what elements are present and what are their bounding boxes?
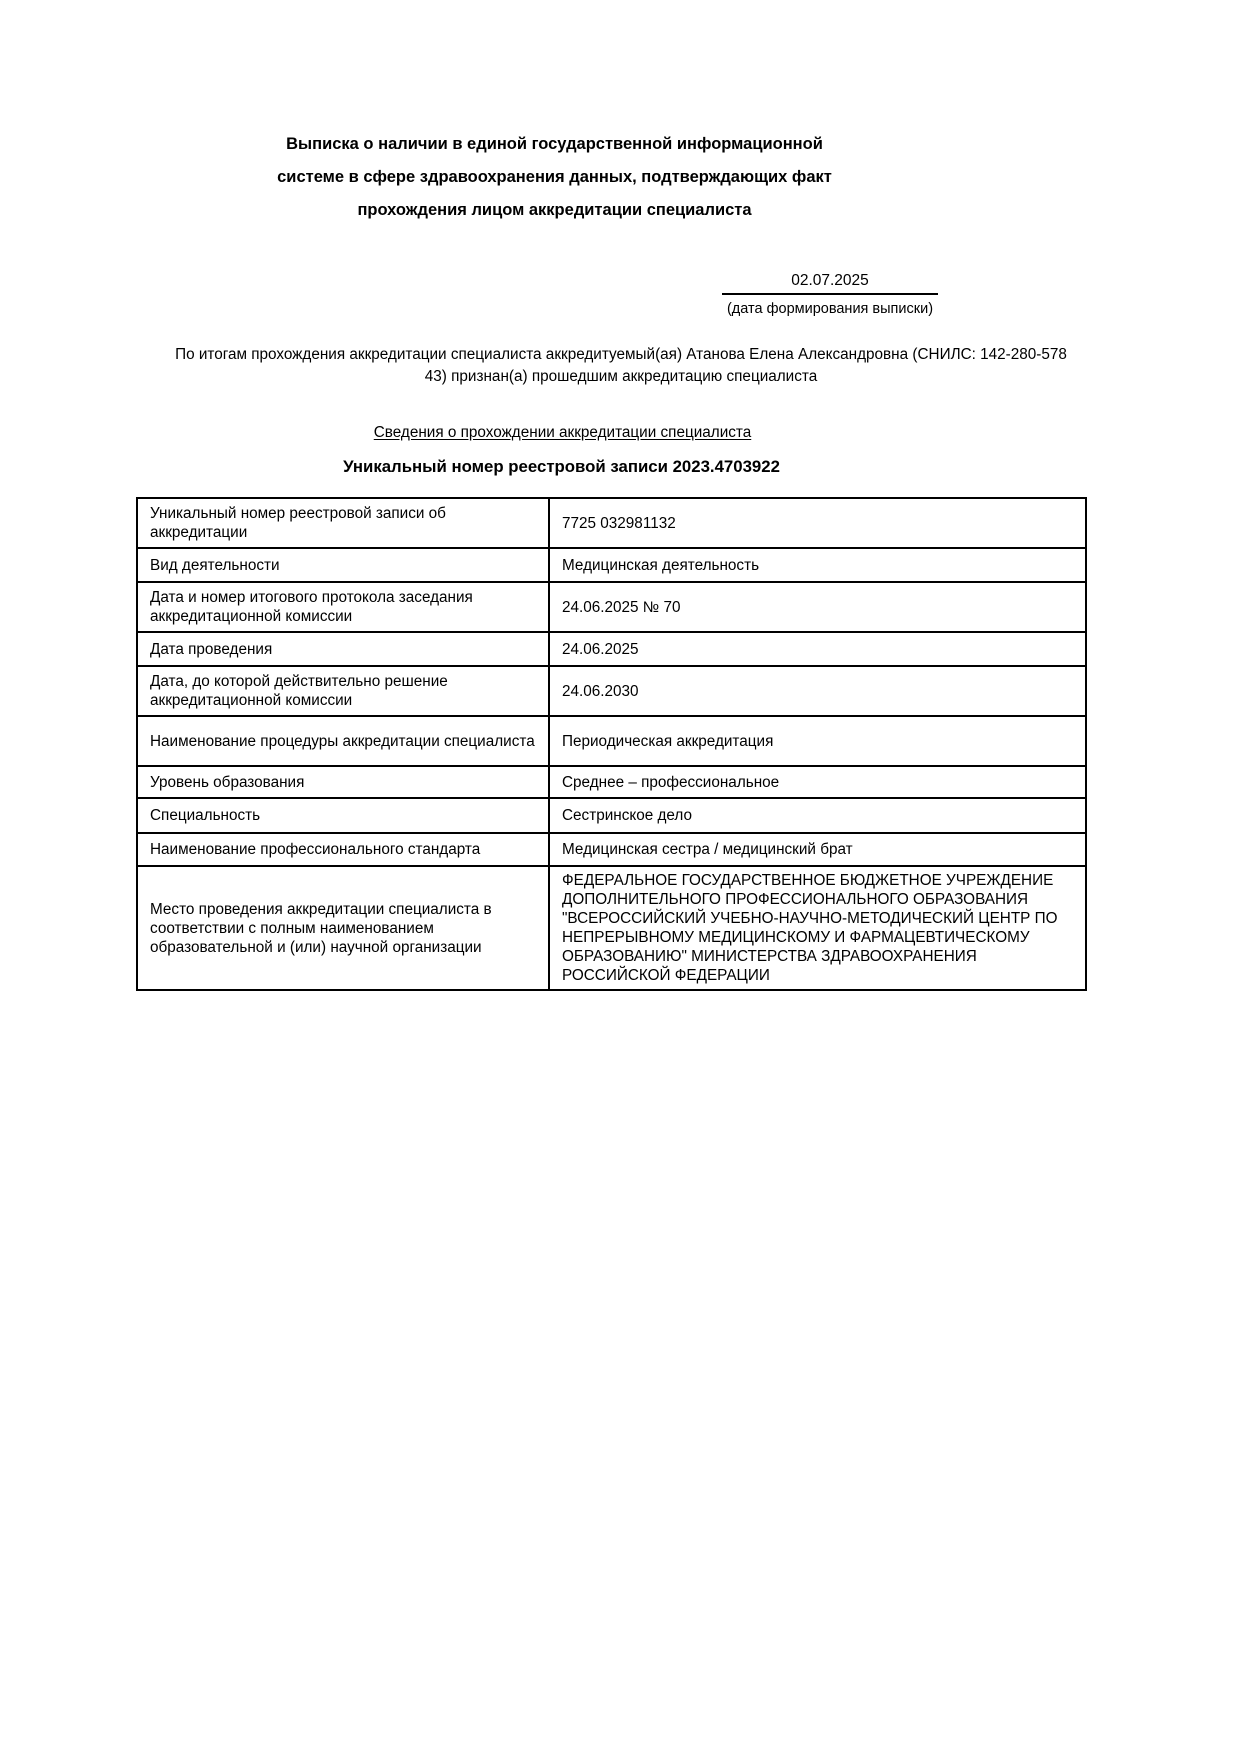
row-value-cell: Медицинская деятельность — [549, 548, 1086, 582]
table-row — [137, 548, 1086, 582]
row-value-cell: 24.06.2025 — [549, 632, 1086, 666]
section-heading — [136, 424, 1085, 442]
row-value-cell: Медицинская сестра / медицинский брат — [549, 833, 1086, 866]
extract-date: 02.07.2025 — [722, 272, 938, 295]
row-label-cell: Уникальный номер реестровой записи об аккредитации — [137, 498, 549, 548]
registry-record-heading: Уникальный номер реестровой записи 2023.4703922 — [343, 457, 780, 476]
row-label-cell: Наименование процедуры аккредитации специалиста — [137, 716, 549, 766]
table-row — [137, 866, 1086, 990]
table-row — [137, 582, 1086, 632]
title-line-1: Выписка о наличии в единой государственной информационной — [286, 135, 823, 153]
row-label-cell: Уровень образования — [137, 766, 549, 798]
intro-paragraph — [125, 344, 1117, 388]
title-line-3: прохождения лицом аккредитации специалиста — [357, 201, 752, 219]
row-label-cell: Специальность — [137, 798, 549, 833]
row-value-cell: ФЕДЕРАЛЬНОЕ ГОСУДАРСТВЕННОЕ БЮДЖЕТНОЕ УЧРЕЖДЕНИЕ ДОПОЛНИТЕЛЬНОГО ПРОФЕССИОНАЛЬНОГО ОБРАЗОВАНИЯ "ВСЕРОССИЙСКИЙ УЧЕБНО-НАУЧНО-МЕТОДИЧЕСКИЙ ЦЕНТР ПО НЕПРЕРЫВНОМУ МЕДИЦИНСКОМУ И ФАРМАЦЕВТИЧЕСКОМУ ОБРАЗОВАНИЮ" МИНИСТЕРСТВА ЗДРАВООХРАНЕНИЯ РОССИЙСКОЙ ФЕДЕРАЦИИ — [549, 866, 1086, 990]
row-label-cell: Место проведения аккредитации специалиста в соответствии с полным наименованием образовательной и (или) научной организации — [137, 866, 549, 990]
row-value-cell: Среднее – профессиональное — [549, 766, 1086, 798]
table-row — [137, 766, 1086, 798]
row-label-cell: Дата проведения — [137, 632, 549, 666]
table-row — [137, 632, 1086, 666]
table-row — [137, 666, 1086, 716]
section-heading-text: Сведения о прохождении аккредитации специалиста — [373, 424, 752, 441]
row-label-cell: Вид деятельности — [137, 548, 549, 582]
row-value-cell: 24.06.2030 — [549, 666, 1086, 716]
intro-line-1: По итогам прохождения аккредитации специалиста аккредитуемый(ая) Атанова Елена Александровна (СНИЛС: 142-280-578 — [175, 346, 1067, 363]
row-value-cell: Периодическая аккредитация — [549, 716, 1086, 766]
table-row — [137, 833, 1086, 866]
accreditation-details-table — [136, 497, 1087, 991]
row-value-cell: 7725 032981132 — [549, 498, 1086, 548]
document-title — [136, 128, 1085, 227]
table-row — [137, 716, 1086, 766]
table-row — [137, 498, 1086, 548]
table-row — [137, 798, 1086, 833]
row-label-cell: Наименование профессионального стандарта — [137, 833, 549, 866]
row-label-cell: Дата и номер итогового протокола заседания аккредитационной комиссии — [137, 582, 549, 632]
row-label-cell: Дата, до которой действительно решение аккредитационной комиссии — [137, 666, 549, 716]
row-value-cell: Сестринское дело — [549, 798, 1086, 833]
row-value-cell: 24.06.2025 № 70 — [549, 582, 1086, 632]
intro-line-2: 43) признан(а) прошедшим аккредитацию специалиста — [424, 368, 818, 385]
title-line-2: системе в сфере здравоохранения данных, подтверждающих факт — [277, 168, 832, 186]
extract-date-caption: (дата формирования выписки) — [726, 301, 934, 317]
